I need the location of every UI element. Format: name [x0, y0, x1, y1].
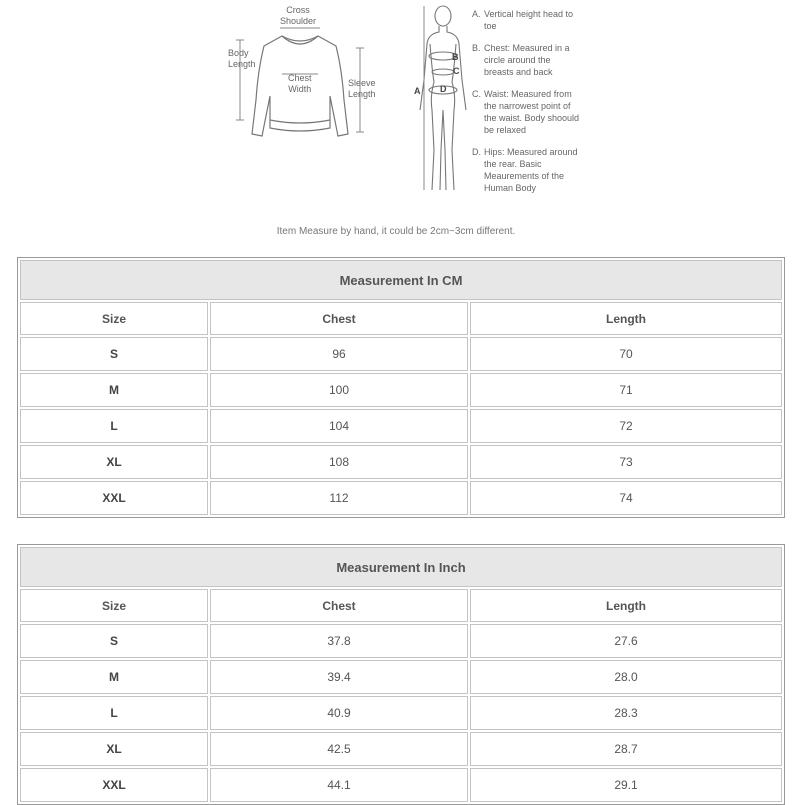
cross-shoulder-label: Cross — [286, 5, 310, 15]
size-cell: XL — [20, 732, 208, 766]
size-cell: L — [20, 696, 208, 730]
chest-width-label-2: Width — [288, 84, 312, 94]
table-row — [20, 409, 782, 443]
measure-note: Item Measure by hand, it could be 2cm~3cm different. — [276, 226, 516, 237]
chest-cell: 104 — [210, 409, 468, 443]
length-cell: 28.0 — [470, 660, 782, 694]
chest-cell: 42.5 — [210, 732, 468, 766]
legend-item-c: C. Waist: Measured from the narrowest point of the waist. Body shoould be relaxed — [472, 89, 580, 135]
table-row — [20, 481, 782, 515]
garment-and-body-sketch — [0, 0, 800, 250]
header-chest: Chest — [210, 302, 468, 335]
header-size: Size — [20, 589, 208, 622]
size-cell: XL — [20, 445, 208, 479]
table-row — [20, 445, 782, 479]
sleeve-length-label-2: Length — [348, 89, 376, 99]
chest-width-label: Chest — [288, 73, 312, 83]
cm-size-table — [17, 257, 785, 518]
body-letter-b: B — [452, 52, 459, 62]
body-letter-d: D — [440, 84, 447, 94]
body-length-label: Body — [228, 48, 249, 58]
legend-item-a: A. Vertical height head to toe — [472, 9, 574, 31]
table-row — [20, 373, 782, 407]
chest-cell: 96 — [210, 337, 468, 371]
chest-cell: 37.8 — [210, 624, 468, 658]
header-length: Length — [470, 589, 782, 622]
size-cell: M — [20, 373, 208, 407]
length-cell: 27.6 — [470, 624, 782, 658]
size-cell: L — [20, 409, 208, 443]
measurement-legend — [472, 8, 582, 204]
body-length-label-2: Length — [228, 59, 256, 69]
measurement-diagram — [0, 0, 800, 250]
body-letter-c: C — [453, 66, 460, 76]
length-cell: 73 — [470, 445, 782, 479]
length-cell: 74 — [470, 481, 782, 515]
table-row — [20, 337, 782, 371]
table-row — [20, 660, 782, 694]
body-letter-a: A — [414, 86, 421, 96]
legend-item-b: B. Chest: Measured in a circle around the breasts and back — [472, 43, 570, 77]
table-row — [20, 624, 782, 658]
inch-size-table — [17, 544, 785, 805]
header-size: Size — [20, 302, 208, 335]
header-length: Length — [470, 302, 782, 335]
length-cell: 70 — [470, 337, 782, 371]
chest-cell: 39.4 — [210, 660, 468, 694]
length-cell: 72 — [470, 409, 782, 443]
inch-table-title: Measurement In Inch — [20, 547, 782, 587]
inch-table-header — [20, 589, 782, 622]
size-cell: XXL — [20, 481, 208, 515]
human-body-icon — [420, 6, 466, 190]
length-cell: 28.7 — [470, 732, 782, 766]
size-cell: M — [20, 660, 208, 694]
table-row — [20, 732, 782, 766]
sleeve-length-label: Sleeve — [348, 78, 376, 88]
length-cell: 28.3 — [470, 696, 782, 730]
length-cell: 29.1 — [470, 768, 782, 802]
table-row — [20, 696, 782, 730]
chest-cell: 40.9 — [210, 696, 468, 730]
header-chest: Chest — [210, 589, 468, 622]
cm-table-header — [20, 302, 782, 335]
size-cell: S — [20, 624, 208, 658]
size-cell: XXL — [20, 768, 208, 802]
length-cell: 71 — [470, 373, 782, 407]
size-cell: S — [20, 337, 208, 371]
cm-table-title: Measurement In CM — [20, 260, 782, 300]
chest-cell: 100 — [210, 373, 468, 407]
table-row — [20, 768, 782, 802]
chest-cell: 44.1 — [210, 768, 468, 802]
legend-item-d: D. Hips: Measured around the rear. Basic Meaurements of the Human Body — [472, 147, 578, 193]
chest-cell: 108 — [210, 445, 468, 479]
chest-cell: 112 — [210, 481, 468, 515]
cross-shoulder-label-2: Shoulder — [280, 16, 317, 26]
